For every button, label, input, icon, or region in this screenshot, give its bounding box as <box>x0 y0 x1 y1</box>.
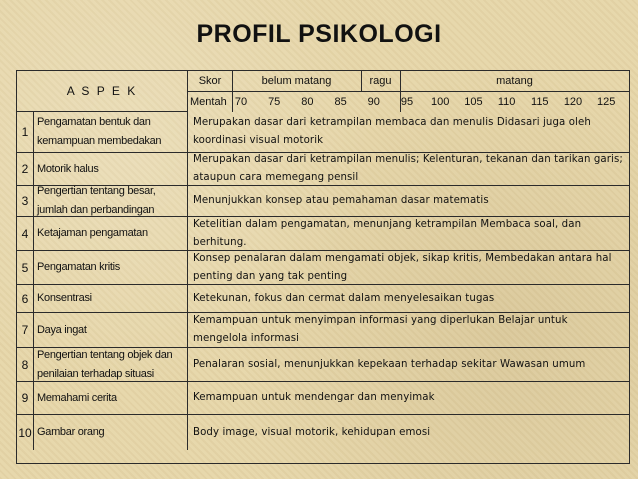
score-tick: 80 <box>301 96 314 108</box>
score-ticks <box>188 92 629 112</box>
table-row <box>17 285 629 313</box>
aspek-column-header: A S P E K <box>17 71 188 112</box>
table-row <box>17 251 629 285</box>
score-tick: 85 <box>334 96 347 108</box>
aspect-label: Daya ingat <box>34 313 188 347</box>
aspect-description: Menunjukkan konsep atau pemahaman dasar matematis <box>193 195 489 206</box>
aspect-description: Merupakan dasar dari ketrampilan menulis; Kelenturan, tekanan dan tarikan garis; ataupun cara memegang pensil <box>193 154 623 183</box>
score-tick: 95 <box>400 96 414 108</box>
score-tick: 115 <box>531 96 549 108</box>
score-tick: 125 <box>597 96 616 108</box>
mentah-label: Mentah <box>190 96 227 108</box>
row-number: 3 <box>17 186 34 216</box>
scale-group-ragu: ragu <box>369 75 392 87</box>
aspect-label: Pengertian tentang objek dan penilaian terhadap situasi <box>34 348 188 381</box>
aspect-label: Motorik halus <box>34 153 188 185</box>
row-number: 7 <box>17 313 34 347</box>
row-number: 8 <box>17 348 34 381</box>
table-row <box>17 313 629 348</box>
table-row <box>17 415 629 450</box>
score-tick: 110 <box>497 96 516 108</box>
scale-group-belum-matang: belum matang <box>261 75 332 87</box>
profile-table <box>16 70 630 464</box>
aspect-label: Pengertian tentang besar, jumlah dan perbandingan <box>34 186 188 216</box>
aspect-label: Gambar orang <box>34 415 188 450</box>
row-number: 4 <box>17 217 34 250</box>
row-number: 1 <box>17 112 34 152</box>
page-title: PROFIL PSIKOLOGI <box>196 20 442 48</box>
skor-label: Skor <box>198 75 222 87</box>
aspect-description: Kemampuan untuk menyimpan informasi yang diperlukan Belajar untuk mengelola informasi <box>193 315 568 344</box>
row-number: 5 <box>17 251 34 284</box>
aspect-label: Memahami cerita <box>34 382 188 414</box>
row-number: 2 <box>17 153 34 185</box>
scale-group-matang: matang <box>496 75 533 87</box>
aspect-description: Merupakan dasar dari ketrampilan membaca dan menulis Didasari juga oleh koordinasi visual motorik <box>193 117 591 146</box>
row-number: 9 <box>17 382 34 414</box>
aspect-description: Kemampuan untuk mendengar dan menyimak <box>193 392 435 403</box>
score-tick: 105 <box>464 96 483 108</box>
score-tick: 120 <box>563 96 583 108</box>
score-tick: 70 <box>234 96 248 108</box>
aspect-description: Ketekunan, fokus dan cermat dalam menyelesaikan tugas <box>193 292 495 304</box>
aspect-description: Konsep penalaran dalam mengamati objek, sikap kritis, Membedakan antara hal penting dan yang tak penting <box>193 252 612 282</box>
score-tick: 100 <box>431 96 450 108</box>
table-row <box>17 382 629 415</box>
aspect-label: Pengamatan kritis <box>34 251 188 284</box>
table-row <box>17 186 629 217</box>
aspect-description: Body image, visual motorik, kehidupan emosi <box>193 426 431 438</box>
score-tick: 90 <box>367 96 380 108</box>
row-number: 6 <box>17 285 34 312</box>
aspect-description: Penalaran sosial, menunjukkan kepekaan terhadap sekitar Wawasan umum <box>193 358 586 370</box>
table-row <box>17 348 629 382</box>
table-row <box>17 112 629 153</box>
score-tick: 75 <box>268 96 281 108</box>
aspect-label: Konsentrasi <box>34 285 188 312</box>
aspect-label: Pengamatan bentuk dan kemampuan membedakan <box>34 112 188 152</box>
table-row <box>17 217 629 251</box>
aspect-label: Ketajaman pengamatan <box>34 217 188 250</box>
aspect-description: Ketelitian dalam pengamatan, menunjang ketrampilan Membaca soal, dan berhitung. <box>193 218 582 248</box>
score-scale-header <box>188 71 629 112</box>
row-number: 10 <box>17 415 34 450</box>
